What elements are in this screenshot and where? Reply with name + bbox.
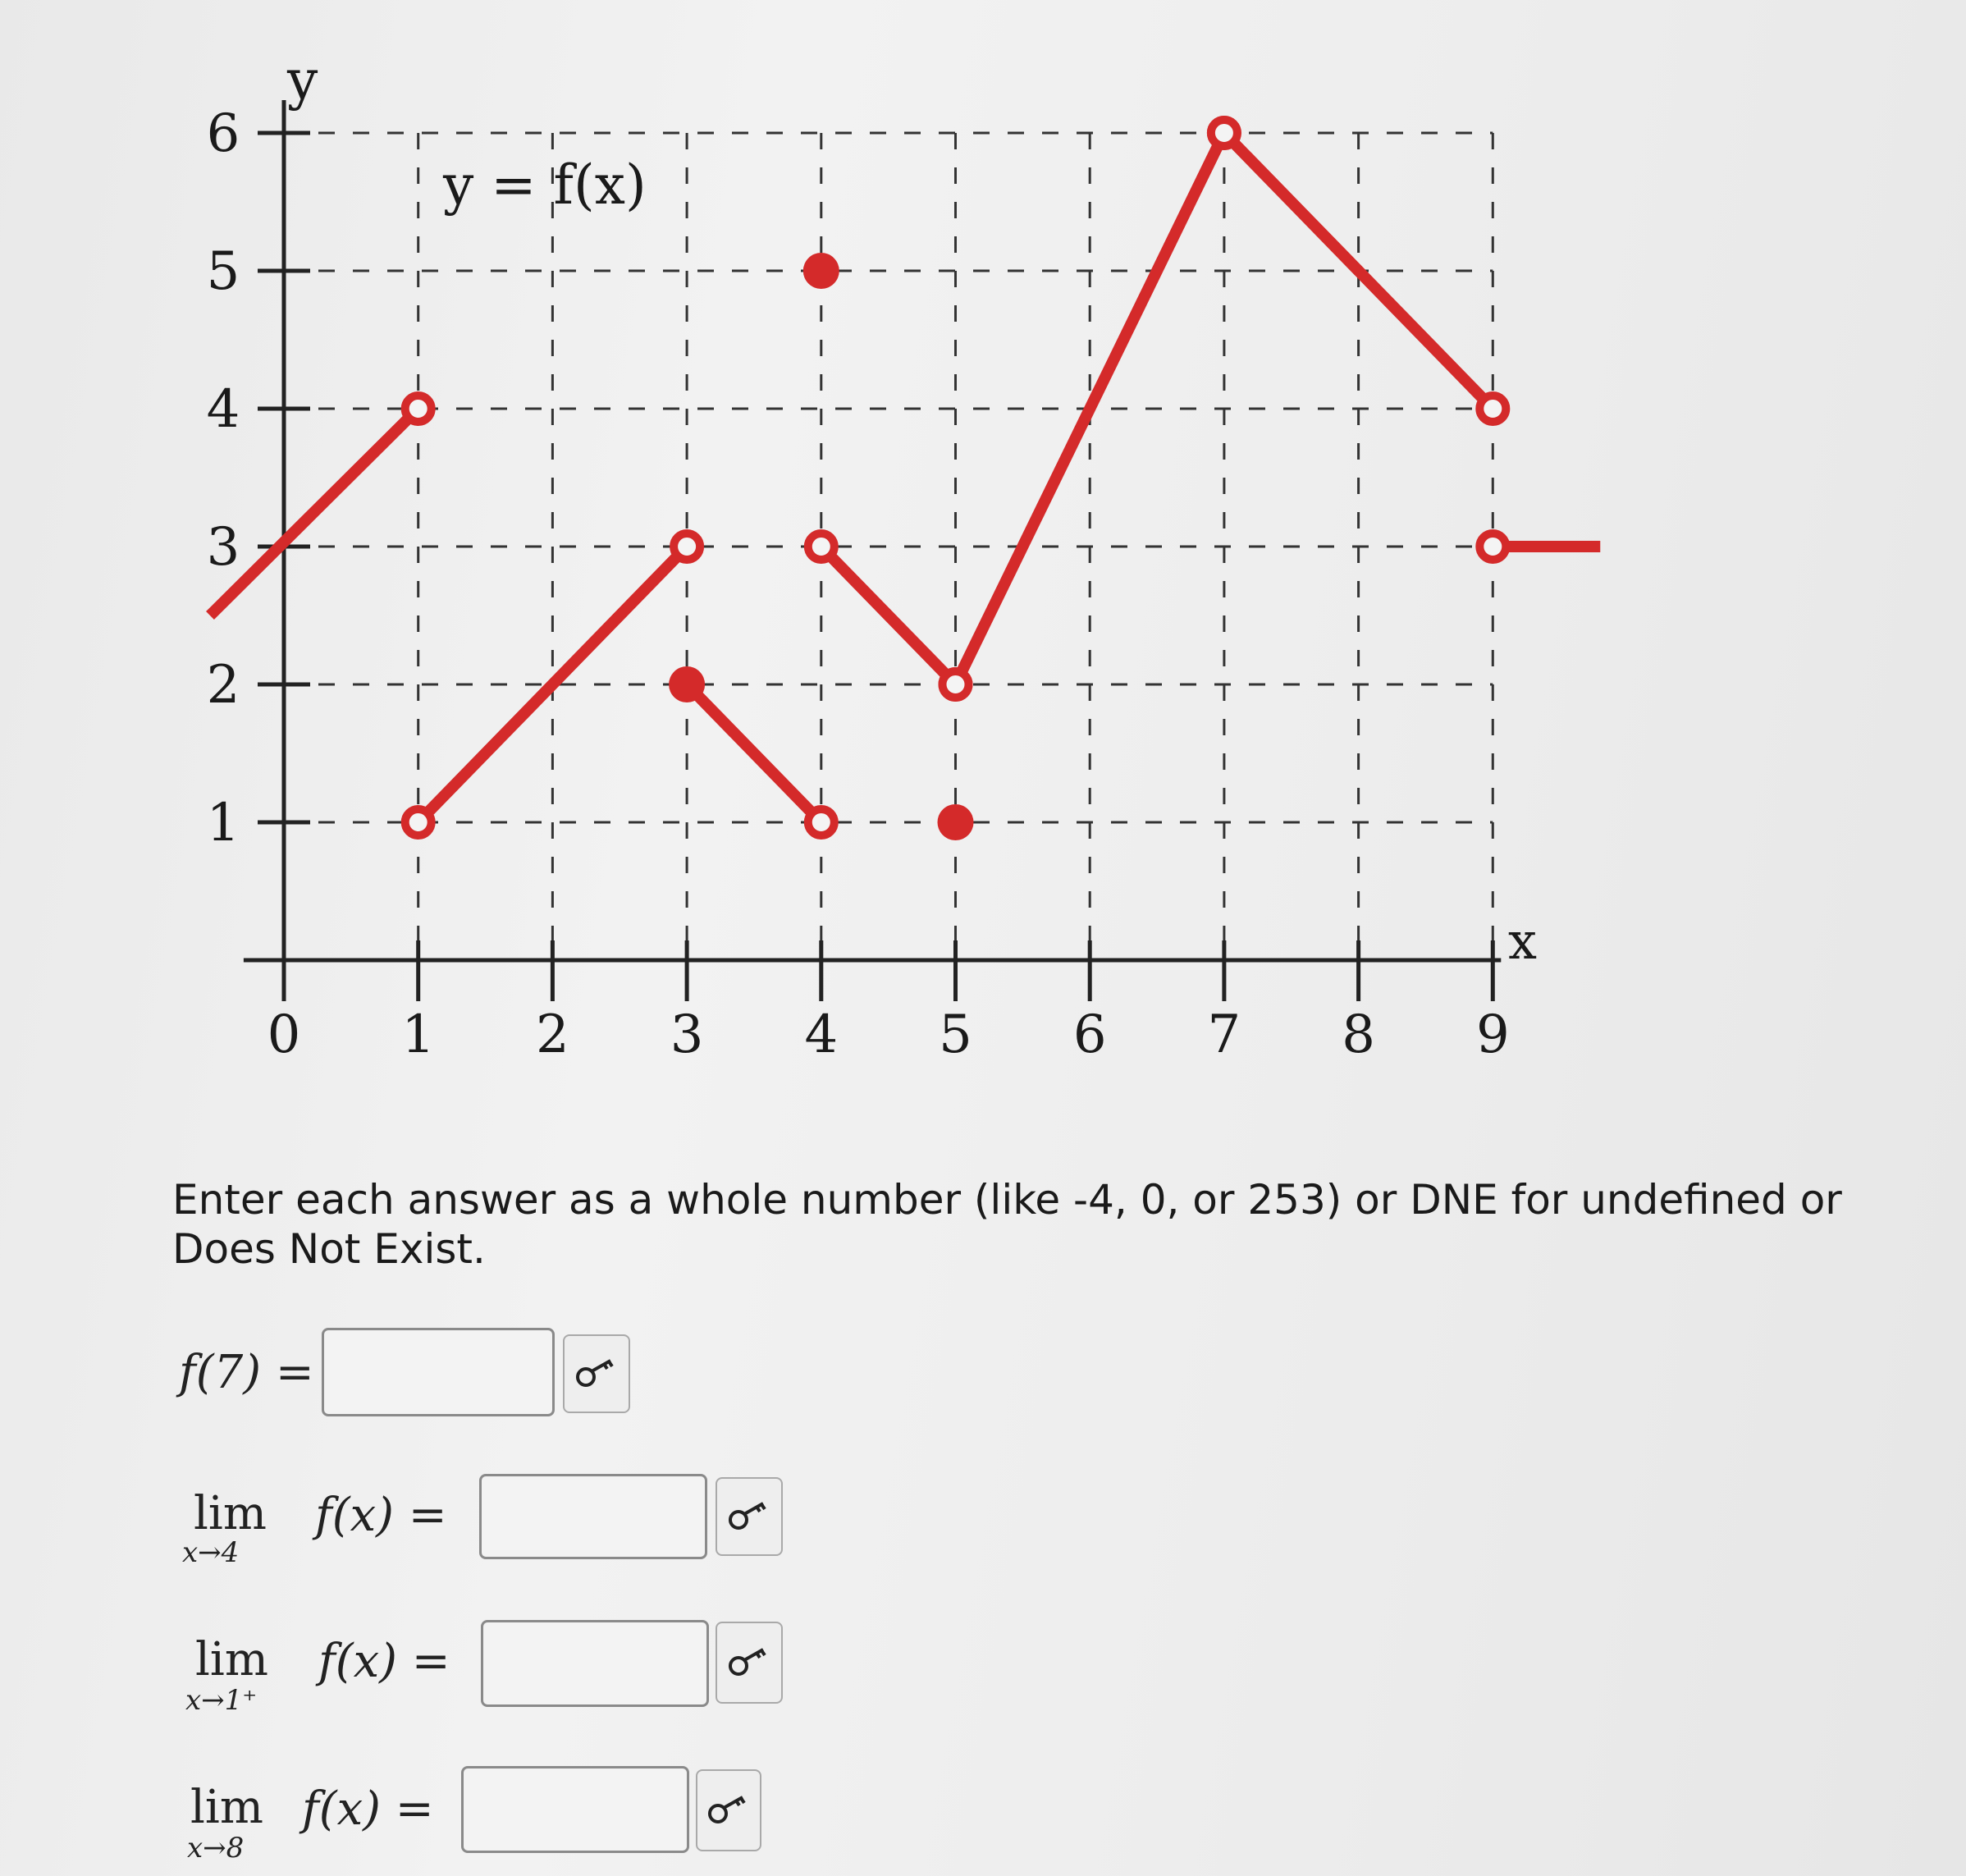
open-point [1211, 120, 1237, 146]
x-tick-label-4: 4 [804, 1004, 839, 1065]
lim-x8-answer-input[interactable] [461, 1766, 689, 1853]
q3-lim-sub: x→1⁺ [185, 1684, 258, 1717]
x-tick-label-1: 1 [401, 1004, 436, 1065]
x-tick-label-5: 5 [939, 1004, 972, 1065]
x-tick-label-3: 3 [670, 1004, 704, 1065]
instructions-text: Enter each answer as a whole number (like -4, 0, or 253) or DNE for undefined or Does Not Exist. [172, 1176, 1842, 1273]
q4-lim: lim [190, 1781, 263, 1834]
f7-answer-input[interactable] [322, 1328, 555, 1416]
y-tick-label-4: 4 [206, 379, 240, 440]
open-point [943, 671, 969, 698]
open-point [405, 396, 432, 422]
q3-lim: lim [195, 1633, 268, 1686]
y-axis-label: y [287, 48, 318, 112]
closed-point [938, 804, 974, 840]
lim-x1plus-answer-input[interactable] [481, 1620, 709, 1707]
x-tick-label-0: 0 [267, 1004, 301, 1065]
y-tick-label-3: 3 [206, 517, 240, 578]
key-button-2[interactable] [716, 1477, 783, 1556]
y-tick-label-5: 5 [206, 241, 240, 302]
q2-lim: lim [194, 1487, 267, 1540]
q4-lim-sub: x→8 [187, 1832, 245, 1865]
q4-expr: f(x) = [302, 1782, 434, 1836]
q3-expr: f(x) = [318, 1635, 450, 1688]
key-button-3[interactable] [716, 1622, 783, 1704]
key-icon [727, 1646, 771, 1679]
q2-lim-sub: x→4 [182, 1536, 240, 1569]
curve-segment-1 [210, 409, 418, 615]
key-button-1[interactable] [563, 1334, 630, 1413]
y-tick-label-6: 6 [206, 103, 240, 164]
open-point [808, 809, 834, 835]
x-tick-label-6: 6 [1072, 1004, 1107, 1065]
open-point [808, 533, 834, 560]
x-tick-label-9: 9 [1475, 1004, 1510, 1065]
q2-expr: f(x) = [315, 1489, 447, 1542]
open-point [674, 533, 700, 560]
open-point [1479, 533, 1506, 560]
axes [244, 100, 1501, 1001]
closed-point [803, 253, 839, 289]
graph-title: y = f(x) [443, 153, 647, 217]
lim-x4-answer-input[interactable] [479, 1474, 707, 1559]
key-button-4[interactable] [696, 1769, 761, 1851]
x-tick-label-7: 7 [1207, 1004, 1241, 1065]
open-point [1479, 396, 1506, 422]
x-axis-label: x [1508, 911, 1537, 971]
y-tick-label-1: 1 [206, 793, 240, 853]
y-tick-label-2: 2 [206, 655, 240, 716]
grid-lines [284, 133, 1493, 960]
open-point [405, 809, 432, 835]
q1-label: f(7) = [179, 1346, 314, 1399]
key-icon [706, 1794, 751, 1827]
curve-segment-4 [821, 547, 956, 684]
key-icon [574, 1357, 619, 1390]
curve-segment-3 [687, 684, 821, 822]
x-tick-label-8: 8 [1342, 1004, 1375, 1065]
key-icon [727, 1500, 771, 1533]
closed-point [669, 666, 705, 702]
x-tick-label-2: 2 [536, 1004, 569, 1065]
